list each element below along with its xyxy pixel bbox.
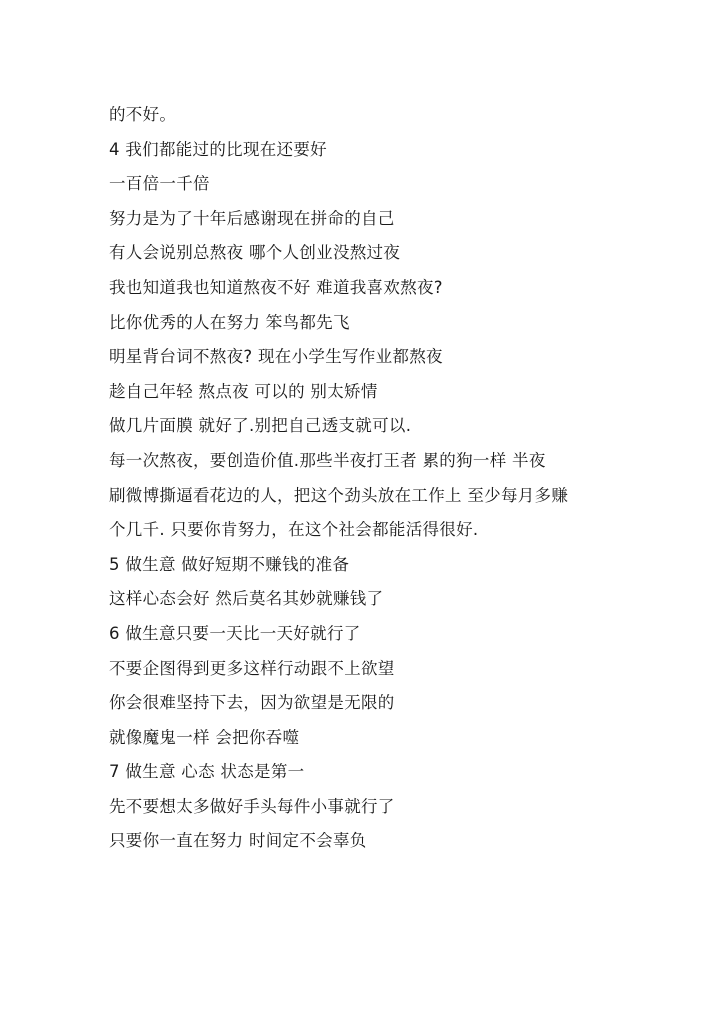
text-line: 不要企图得到更多这样行动跟不上欲望 [109, 658, 395, 678]
text-line: 努力是为了十年后感谢现在拼命的自己 [109, 208, 395, 228]
text-line: 就像魔鬼一样 会把你吞噬 [109, 727, 300, 747]
text-line: 趁自己年轻 熬点夜 可以的 别太矫情 [109, 381, 378, 401]
document-body [109, 98, 629, 859]
text-line: 只要你一直在努力 时间定不会辜负 [109, 831, 367, 851]
text-line: 个几千. 只要你肯努力，在这个社会都能活得很好. [109, 520, 479, 540]
text-line: 先不要想太多做好手头每件小事就行了 [109, 796, 395, 816]
text-line: 的不好。 [109, 105, 177, 124]
text-line: 有人会说别总熬夜 哪个人创业没熬过夜 [109, 243, 401, 263]
text-line: 做几片面膜 就好了.别把自己透支就可以. [109, 416, 412, 436]
text-line: 明星背台词不熬夜? 现在小学生写作业都熬夜 [109, 347, 443, 367]
text-line: 每一次熬夜，要创造价值.那些半夜打王者 累的狗一样 半夜 [109, 450, 546, 470]
text-line: 我也知道我也知道熬夜不好 难道我喜欢熬夜? [109, 277, 443, 297]
text-line: 刷微博撕逼看花边的人，把这个劲头放在工作上 至少每月多赚 [109, 485, 569, 505]
text-line: 一百倍一千倍 [109, 174, 210, 194]
text-line: 这样心态会好 然后莫名其妙就赚钱了 [109, 589, 384, 609]
text-line: 你会很难坚持下去，因为欲望是无限的 [109, 693, 395, 713]
text-line-heading-7: 7 做生意 心态 状态是第一 [109, 762, 305, 782]
text-line-heading-4: 4 我们都能过的比现在还要好 [109, 139, 327, 159]
text-line-heading-6: 6 做生意只要一天比一天好就行了 [109, 623, 361, 643]
text-line-heading-5: 5 做生意 做好短期不赚钱的准备 [109, 554, 350, 574]
text-line: 比你优秀的人在努力 笨鸟都先飞 [109, 312, 350, 332]
